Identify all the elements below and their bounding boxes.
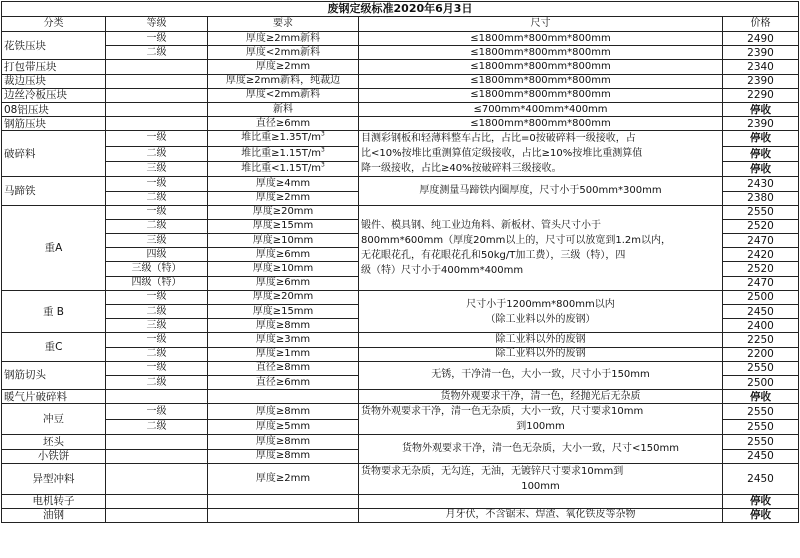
size-cell: 货物外观要求干净，清一色无杂质，大小一致，尺寸<150mm [359,435,723,463]
size-line: 尺寸小于1200mm*800mm以内 [466,298,615,310]
grade-cell: 二级 [106,219,208,233]
price-cell: 2200 [723,347,799,361]
table-row [2,290,799,304]
requirement-text: 堆比重<1.15T/m [241,163,322,175]
table-row [2,494,799,508]
requirement-cell: 直径≥6mm [208,375,359,389]
grade-cell [106,390,208,404]
grade-cell: 二级 [106,191,208,205]
price-cell: 2420 [723,248,799,262]
grade-cell: 一级 [106,177,208,191]
category-cell: 重 B [2,290,106,333]
price-cell: 2550 [723,435,799,449]
table-row [2,333,799,347]
size-cell [359,205,723,290]
table-row [2,131,799,146]
grade-cell: 一级 [106,205,208,219]
grade-cell: 三级 [106,161,208,176]
size-line: 800mm*600mm（厚度20mm以上的，尺寸可以放宽到1.2m以内， [361,234,671,246]
size-cell: ≤700mm*400mm*400mm [359,102,723,116]
grade-cell: 一级 [106,290,208,304]
category-cell: 坯头 [2,435,106,449]
grade-cell: 二级 [106,347,208,361]
category-cell: 裁边压块 [2,74,106,88]
header-grade: 等级 [106,17,208,32]
size-cell: ≤1800mm*800mm*800mm [359,46,723,60]
grade-cell: 一级 [106,32,208,46]
price-cell: 2550 [723,361,799,375]
price-cell: 2450 [723,463,799,494]
size-cell [359,290,723,333]
price-cell: 2470 [723,234,799,248]
title-row [2,2,799,17]
requirement-cell: 厚度≥2mm [208,60,359,74]
requirement-cell: 直径≥8mm [208,361,359,375]
price-cell: 停收 [723,131,799,146]
grade-cell [106,435,208,449]
requirement-cell [208,161,359,176]
grade-cell: 二级 [106,46,208,60]
table-row [2,88,799,102]
table-row [2,390,799,404]
header-row [2,17,799,32]
table-row [2,463,799,494]
grade-cell: 一级 [106,404,208,420]
category-cell: 重A [2,205,106,290]
header-category: 分类 [2,17,106,32]
table-row [2,32,799,46]
grade-cell: 一级 [106,361,208,375]
category-cell: 钢筋压块 [2,117,106,131]
size-line: 无花眼花孔，有花眼花孔和50kg/T加工费），三级（特），四 [361,249,626,261]
requirement-cell: 厚度≥4mm [208,177,359,191]
requirement-cell: 厚度≥3mm [208,333,359,347]
table-row [2,177,799,191]
requirement-cell: 厚度≥2mm新料，纯裁边 [208,74,359,88]
requirement-cell: 厚度≥20mm [208,205,359,219]
grading-table [1,1,799,523]
grade-cell [106,494,208,508]
requirement-cell: 新料 [208,102,359,116]
size-cell [359,404,723,435]
requirement-cell: 厚度≥10mm [208,234,359,248]
grade-cell [106,88,208,102]
price-cell: 停收 [723,508,799,522]
category-cell: 马蹄铁 [2,177,106,205]
requirement-cell: 厚度<2mm新料 [208,46,359,60]
grade-cell [106,60,208,74]
requirement-cell: 直径≥6mm [208,117,359,131]
price-cell: 2390 [723,74,799,88]
size-line: 比<10%按堆比重测算值定级接收，占比≥10%按堆比重测算值 [361,148,643,160]
table-row [2,435,799,449]
category-cell: 钢筋切头 [2,361,106,389]
price-cell: 2430 [723,177,799,191]
price-cell: 停收 [723,494,799,508]
requirement-cell: 厚度≥8mm [208,435,359,449]
grade-cell [106,508,208,522]
grade-cell: 三级 [106,319,208,333]
category-cell: 冲豆 [2,404,106,435]
price-cell: 2520 [723,219,799,233]
unit-superscript: 3 [321,161,325,169]
price-cell: 2470 [723,276,799,290]
category-cell: 暖气片破碎料 [2,390,106,404]
grade-cell [106,449,208,463]
price-cell: 2520 [723,262,799,276]
category-cell: 重C [2,333,106,361]
grade-cell: 二级 [106,305,208,319]
category-cell: 小铁饼 [2,449,106,463]
price-cell: 2400 [723,319,799,333]
price-cell: 2450 [723,305,799,319]
size-line: 降一级接收，占比≥40%按破碎料三级接收。 [361,163,562,175]
category-cell: 异型冲料 [2,463,106,494]
requirement-cell: 厚度≥10mm [208,262,359,276]
size-line: 货物要求无杂质，无勾连，无油，无镀锌尺寸要求10mm到 [361,465,624,477]
size-line: 级（特）尺寸小于400mm*400mm [361,264,524,276]
price-cell: 2380 [723,191,799,205]
price-cell: 停收 [723,102,799,116]
price-cell: 2490 [723,32,799,46]
size-cell: ≤1800mm*800mm*800mm [359,74,723,88]
requirement-cell: 厚度≥20mm [208,290,359,304]
requirement-text: 堆比重≥1.35T/m [241,132,322,144]
requirement-cell: 厚度≥6mm [208,276,359,290]
size-cell: 月牙伏，不含锯末、焊渣、氧化铁皮等杂物 [359,508,723,522]
table-row [2,347,799,361]
grade-cell [106,117,208,131]
price-cell: 2500 [723,375,799,389]
size-line: 货物外观要求干净，清一色无杂质，大小一致，尺寸要求10mm [361,406,644,418]
category-cell: 边丝冷板压块 [2,88,106,102]
category-cell: 破碎料 [2,131,106,177]
requirement-cell: 厚度<2mm新料 [208,88,359,102]
requirement-cell [208,390,359,404]
size-line: （除工业料以外的废钢） [485,313,596,325]
requirement-cell: 厚度≥6mm [208,248,359,262]
size-cell [359,494,723,508]
price-cell: 2550 [723,404,799,420]
grade-cell: 一级 [106,131,208,146]
table-row [2,404,799,420]
grade-cell: 一级 [106,333,208,347]
requirement-cell: 厚度≥8mm [208,404,359,420]
requirement-text: 堆比重≥1.15T/m [241,147,322,159]
grade-cell: 二级 [106,375,208,389]
category-cell: 油钢 [2,508,106,522]
size-cell [359,131,723,177]
table-row [2,508,799,522]
size-cell: ≤1800mm*800mm*800mm [359,117,723,131]
size-cell [359,463,723,494]
grade-cell: 四级（特） [106,276,208,290]
requirement-cell: 厚度≥2mm [208,191,359,205]
price-cell: 2290 [723,88,799,102]
price-cell: 2550 [723,419,799,435]
sheet-title: 废钢定级标准2020年6月3日 [2,2,799,17]
price-cell: 2500 [723,290,799,304]
requirement-cell: 厚度≥1mm [208,347,359,361]
requirement-cell: 厚度≥8mm [208,319,359,333]
header-requirement: 要求 [208,17,359,32]
price-cell: 2390 [723,117,799,131]
price-cell: 2250 [723,333,799,347]
size-cell: ≤1800mm*800mm*800mm [359,32,723,46]
requirement-cell: 厚度≥8mm [208,449,359,463]
size-cell: ≤1800mm*800mm*800mm [359,88,723,102]
requirement-cell: 厚度≥15mm [208,305,359,319]
category-cell: 打包带压块 [2,60,106,74]
category-cell: 08铝压块 [2,102,106,116]
size-cell: 货物外观要求干净，清一色，经抛光后无杂质 [359,390,723,404]
table-row [2,361,799,375]
category-cell: 花铁压块 [2,32,106,60]
grade-cell [106,102,208,116]
requirement-cell [208,146,359,161]
requirement-cell [208,131,359,146]
table-row [2,60,799,74]
price-cell: 2450 [723,449,799,463]
requirement-cell [208,494,359,508]
grade-cell: 四级 [106,248,208,262]
grade-cell: 二级 [106,146,208,161]
size-line: 锻件、模具钢、纯工业边角料、新板材、管头尺寸小于 [361,219,601,231]
grade-cell [106,463,208,494]
table-row [2,74,799,88]
header-size: 尺寸 [359,17,723,32]
price-cell: 2390 [723,46,799,60]
price-cell: 停收 [723,390,799,404]
requirement-cell: 厚度≥2mm [208,463,359,494]
unit-superscript: 3 [321,146,325,154]
requirement-cell: 厚度≥5mm [208,419,359,435]
size-cell: 除工业料以外的废钢 [359,333,723,347]
table-row [2,117,799,131]
header-price: 价格 [723,17,799,32]
size-line: 100mm [521,480,560,492]
requirement-cell: 厚度≥2mm新料 [208,32,359,46]
grade-cell: 三级 [106,234,208,248]
size-cell: 除工业料以外的废钢 [359,347,723,361]
table-row [2,102,799,116]
size-cell: 无锈，干净清一色，大小一致，尺寸小于150mm [359,361,723,389]
size-cell: ≤1800mm*800mm*800mm [359,60,723,74]
table-row [2,205,799,219]
grade-cell: 二级 [106,419,208,435]
price-cell: 2550 [723,205,799,219]
table-row [2,46,799,60]
grade-cell: 三级（特） [106,262,208,276]
price-cell: 停收 [723,161,799,176]
grade-cell [106,74,208,88]
requirement-cell: 厚度≥15mm [208,219,359,233]
requirement-cell [208,508,359,522]
size-cell: 厚度测量马蹄铁内圈厚度，尺寸小于500mm*300mm [359,177,723,205]
size-line: 目测彩钢板和轻薄料整车占比，占比=0按破碎料一级接收，占 [361,133,636,145]
category-cell: 电机转子 [2,494,106,508]
unit-superscript: 3 [321,131,325,139]
price-cell: 停收 [723,146,799,161]
price-cell: 2340 [723,60,799,74]
size-line: 到100mm [516,421,565,433]
